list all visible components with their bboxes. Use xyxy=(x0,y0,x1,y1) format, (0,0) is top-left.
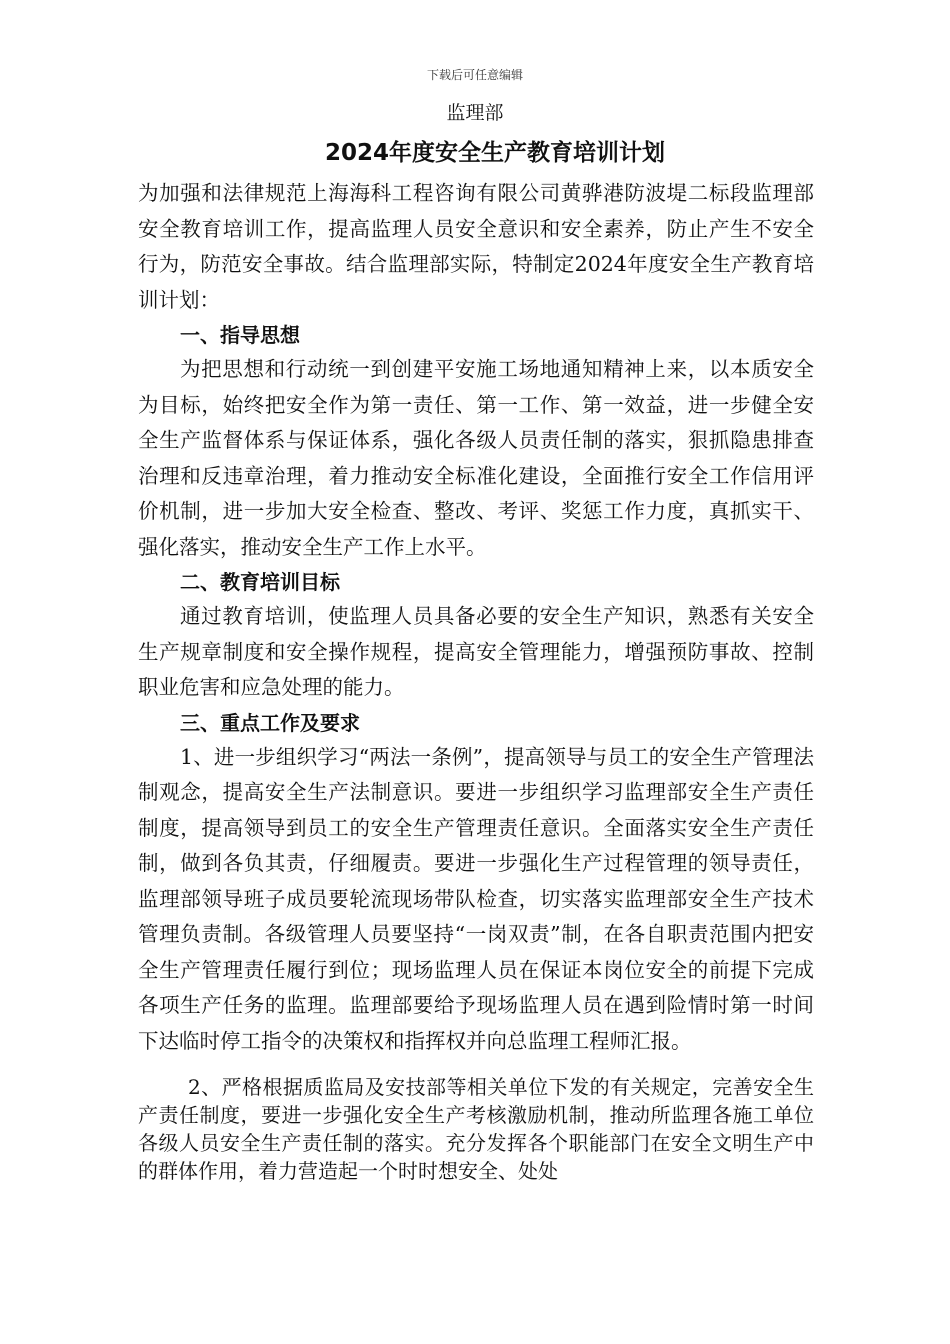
section-heading-training-goals: 二、教育培训目标 xyxy=(180,570,340,594)
section-paragraph: 1、进一步组织学习“两法一条例”，提高领导与员工的安全生产管理法制观念，提高安全生产法制意识。要进一步组织学习监理部安全生产责任制度，提高领导到员工的安全生产管理责任意识。全面落实安全生产责任制，做到各负其责，仔细履责。要进一步强化生产过程管理的领导责任，监理部领导班子成员要轮流现场带队检查，切实落实监理部安全生产技术管理负责制。各级管理人员要坚持“一岗双责”制，在各自职责范围内把安全生产管理责任履行到位；现场监理人员在保证本岗位安全的前提下完成各项生产任务的监理。监理部要给予现场监理人员在遇到险情时第一时间下达临时停工指令的决策权和指挥权并向总监理工程师汇报。 xyxy=(138,744,814,1053)
header-note: 下载后可任意编辑 xyxy=(426,68,523,82)
document-body xyxy=(138,176,814,1185)
tail-paragraph: 2、严格根据质监局及安技部等相关单位下发的有关规定，完善安全生产责任制度，要进一步强化安全生产考核激励机制，推动所监理各施工单位各级人员安全生产责任制的落实。充分发挥各个职能部门在安全文明生产中的群体作用，着力营造起一个时时想安全、处处 xyxy=(138,1075,814,1183)
department-label: 监理部 xyxy=(446,102,504,124)
section-heading-guiding-ideology: 一、指导思想 xyxy=(180,323,300,347)
section-paragraph: 为把思想和行动统一到创建平安施工场地通知精神上来，以本质安全为目标，始终把安全作为第一责任、第一工作、第一效益，进一步健全安全生产监督体系与保证体系，强化各级人员责任制的落实，狠抓隐患排查治理和反违章治理，着力推动安全标准化建设，全面推行安全工作信用评价机制，进一步加大安全检查、整改、考评、奖惩工作力度，真抓实干、强化落实，推动安全生产工作上水平。 xyxy=(138,357,814,559)
intro-paragraph: 为加强和法律规范上海海科工程咨询有限公司黄骅港防波堤二标段监理部安全教育培训工作，提高监理人员安全意识和安全素养，防止产生不安全行为，防范安全事故。结合监理部实际，特制定2024年度安全生产教育培训计划： xyxy=(138,181,814,312)
section-heading-key-work: 三、重点工作及要求 xyxy=(180,710,360,735)
section-paragraph: 通过教育培训，使监理人员具备必要的安全生产知识，熟悉有关安全生产规章制度和安全操作规程，提高安全管理能力，增强预防事故、控制职业危害和应急处理的能力。 xyxy=(138,604,814,699)
document-title: 2024年度安全生产教育培训计划 xyxy=(324,140,665,166)
